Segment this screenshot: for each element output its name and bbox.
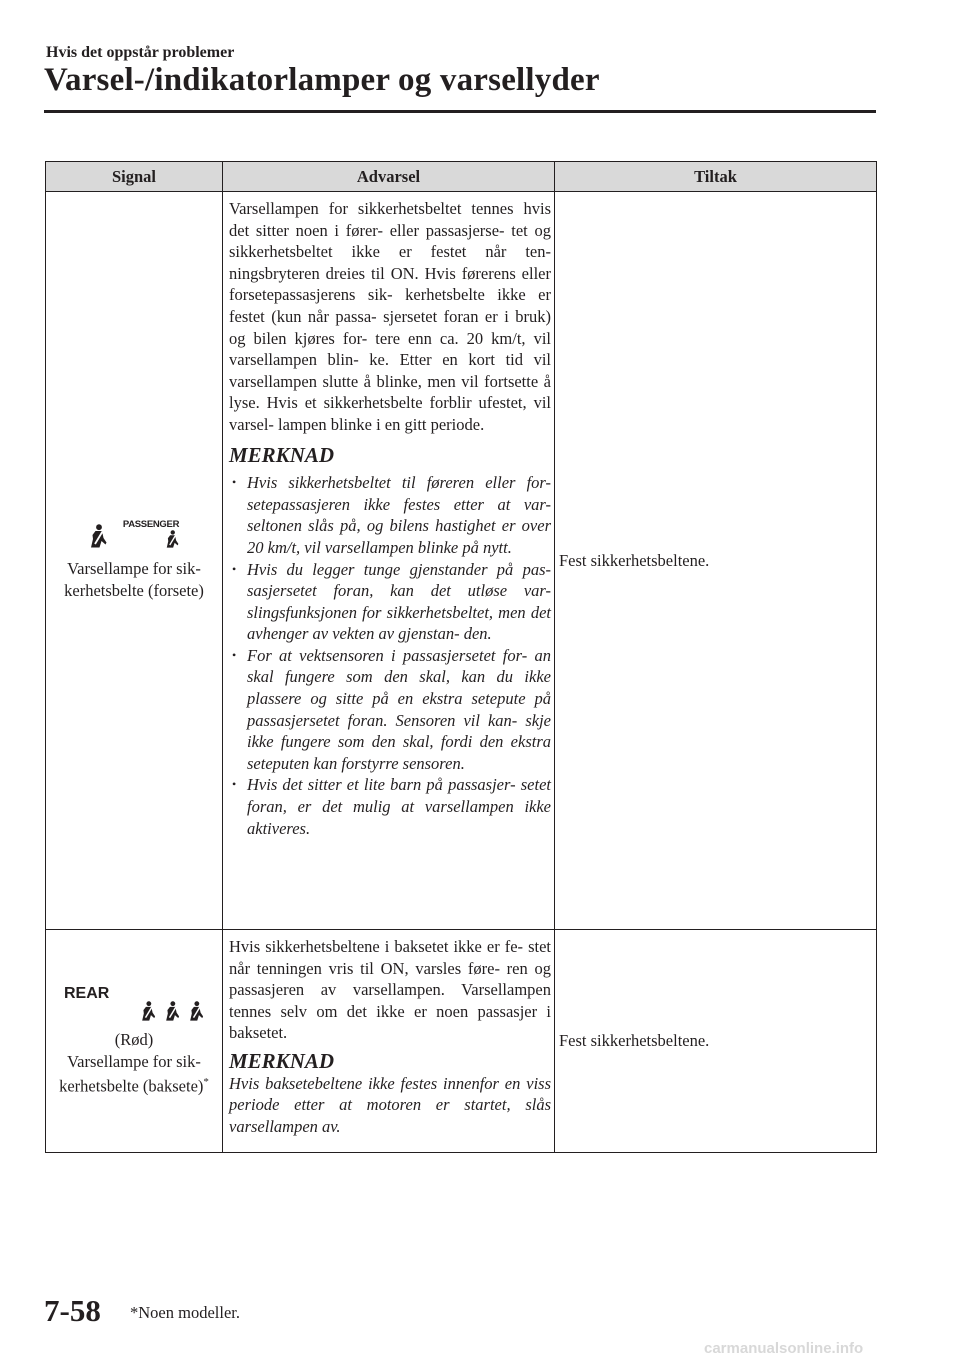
note-item: • Hvis det sitter et lite barn på passasjer- setet foran, er det mulig at varsellampen ikke aktiveres. [229, 774, 551, 839]
seatbelt-icon [140, 1001, 156, 1027]
seatbelt-icon [89, 524, 107, 554]
section-heading: Hvis det oppstår problemer [46, 44, 235, 61]
column-header-signal: Signal [46, 162, 223, 192]
table-row [46, 930, 877, 1153]
note-heading: MERKNAD [229, 1048, 335, 1073]
passenger-label: PASSENGER [122, 519, 180, 531]
signal-name-line1: Varsellampe for sik- [67, 1051, 201, 1071]
page-title: Varsel-/indikatorlamper og varsellyder [44, 62, 600, 98]
note-item: • Hvis sikkerhetsbeltet til føreren eller for- setepassasjeren ikke festes etter at var- seltonen slås på, og bilens hastighet er over 20 km/t, vil varsellampen blinke på nytt. [229, 472, 551, 558]
warning-text: Varsellampen for sikkerhetsbeltet tennes hvis det sitter noen i fører- eller passasjerse- tet og sikkerhetsbeltet ikke er festet når ten- ningsbryteren dreies til ON. Hvis førerens eller forsetepassasjerens sik- kerhetsbelte ikke er festet (kun når passa- sjersetet foran er i bruk) og bilen kjøres for- tere enn ca. 20 km/t, vil varsellampen blin- ke. Etter en kort tid vil varsellampen slutte å blinke, men vil fortsette å lyse. Hvis et sikkerhetsbelte forblir ufestet, vil varsel- lampen blinke i en gitt periode. [229, 199, 551, 434]
note-item: • For at vektsensoren i passasjersetet for- an skal fungere som den skal, kan du ikke plassere og sitte på en ekstra setepute på passasjersetet foran. Sensoren vil kan- skje ikke fungere som den skal, fordi den ekstra seteputen kan forstyrre sensoren. [229, 645, 551, 775]
page-number: 7-58 [44, 1293, 101, 1328]
title-divider [44, 110, 876, 113]
watermark: carmanualsonline.info [704, 1340, 864, 1357]
signal-name-line1: Varsellampe for sik- [67, 558, 201, 578]
footnote-marker: * [203, 1076, 209, 1089]
seatbelt-icon [188, 1001, 204, 1027]
warning-lamp-table [45, 161, 877, 1153]
signal-cell [46, 192, 223, 930]
signal-name-line2: kerhetsbelte (forsete) [64, 580, 204, 600]
footnote: *Noen modeller. [130, 1303, 240, 1322]
signal-name-line2: kerhetsbelte (baksete)* [59, 1076, 209, 1096]
note-heading: MERKNAD [229, 442, 335, 467]
seatbelt-icon [164, 1001, 180, 1027]
action-cell: Fest sikkerhetsbeltene. [555, 930, 877, 1153]
column-header-action: Tiltak [555, 162, 877, 192]
note-list [229, 472, 551, 839]
note-item: • Hvis du legger tunge gjenstander på pas- sasjersetet foran, kan det utløse var- slingsfunksjonen for sikkerhetsbeltet, men det avhenger av vekten av gjenstan- den. [229, 559, 551, 645]
warning-cell [223, 192, 555, 930]
table-row [46, 192, 877, 930]
action-cell: Fest sikkerhetsbeltene. [555, 192, 877, 930]
passenger-seatbelt-lamp [123, 520, 179, 554]
front-seatbelt-lamp [46, 520, 222, 554]
rear-seatbelt-lamp [64, 985, 204, 1027]
seatbelt-icon [165, 530, 179, 554]
warning-cell [223, 930, 555, 1153]
note-text: Hvis baksetebeltene ikke festes innenfor en viss periode etter at motoren er startet, slås varsellampen av. [229, 1073, 551, 1136]
warning-text: Hvis sikkerhetsbeltene i baksetet ikke er fe- stet når tenningen vris til ON, varsles føre- ren og passasjeren av varsellampen. Varsellampen tennes selv om det ikke er noen passasjer i baksetet. [229, 937, 551, 1043]
rear-label: REAR [64, 984, 110, 1002]
signal-cell [46, 930, 223, 1153]
column-header-warning: Advarsel [223, 162, 555, 192]
signal-color: (Rød) [114, 1030, 154, 1050]
table-header-row [46, 162, 877, 192]
